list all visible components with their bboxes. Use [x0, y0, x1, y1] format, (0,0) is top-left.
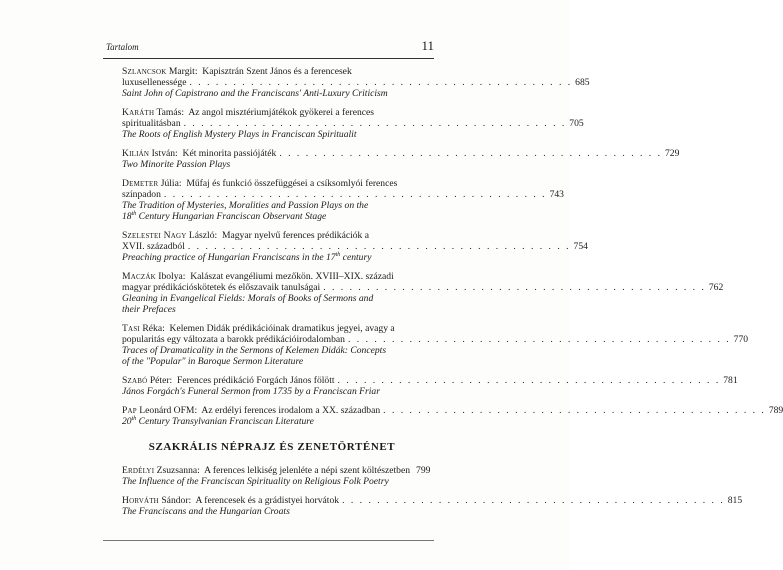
toc-entry [122, 405, 783, 427]
header-rule [103, 58, 434, 59]
toc-entry [122, 465, 431, 487]
entry-title-line [122, 282, 724, 293]
english-title: Two Minorite Passion Plays [122, 159, 231, 170]
entry-page-number: 781 [723, 375, 738, 386]
entry-title-line [122, 230, 422, 241]
entry-title: luxusellenessége [122, 77, 187, 88]
entry-title-line [122, 107, 422, 118]
entry-title-line [122, 241, 588, 252]
entry-title-line [122, 271, 422, 282]
leader-dots: . . . . . . . . . . . . . . . . . . . . . . . . . . . . . . . . . . . . . . . . . . . . [342, 495, 725, 506]
entry-title: Ferences prédikáció Forgách János fölött [177, 375, 335, 386]
entry-title: Két minorita passiójáték [182, 148, 277, 159]
english-title: 20th Century Transylvanian Franciscan Literature [122, 415, 314, 427]
english-title: János Forgách's Funeral Sermon from 1735 by a Franciscan Friar [122, 386, 380, 397]
author-last-name: Tasi [122, 323, 140, 334]
entry-title-line [122, 375, 738, 386]
entry-page-number: 799 [416, 465, 431, 476]
english-title: Traces of Dramaticality in the Sermons of Kelemen Didák: Concepts [122, 345, 387, 356]
toc-entry [122, 66, 590, 99]
leader-dots: . . . . . . . . . . . . . . . . . . . . . . . . . . . . . . . . . . . . . . . . . . . . [279, 148, 662, 159]
entry-title: Műfaj és funkció összefüggései a csíksomlyói ferences [186, 178, 398, 189]
leader-dots: . . . . . . . . . . . . . . . . . . . . . . . . . . . . . . . . . . . . . . . . . . . . [189, 77, 573, 88]
entry-title-line [122, 66, 422, 77]
leader-dots: . . . . . . . . . . . . . . . . . . . . . . . . . . . . . . . . . . . . . . . . . . . . [347, 334, 731, 345]
author-last-name: Horváth [122, 495, 159, 506]
entry-page-number: 789 [768, 405, 783, 416]
entry-title: A ferencesek és a grádistyei horvátok [195, 495, 340, 506]
toc-entry [122, 178, 564, 222]
entry-page-number: 685 [575, 77, 590, 88]
author-last-name: Szlancsok [122, 66, 167, 77]
entry-title: XVII. századból [122, 241, 185, 252]
english-title: Saint John of Capistrano and the Franciscans' Anti-Luxury Criticism [122, 88, 388, 99]
entry-title: Kapisztrán Szent János és a ferencesek [202, 66, 352, 77]
author-last-name: Szabó [122, 375, 148, 386]
author-last-name: Karáth [122, 107, 155, 118]
author-last-name: Pap [122, 405, 137, 416]
entry-title-line [122, 465, 431, 476]
author-first-name: Sándor: [161, 495, 192, 506]
entry-title-line [122, 495, 743, 506]
leader-dots: . . . . . . . . . . . . . . . . . . . . . . . . . . . . . . . . . . . . . . . . . . . . [163, 189, 547, 200]
toc-entry [122, 107, 584, 140]
author-first-name: Péter: [149, 375, 173, 386]
entry-title-line [122, 118, 584, 129]
author-last-name: Maczák [122, 271, 156, 282]
running-head [103, 40, 434, 56]
toc-entry [122, 375, 738, 397]
entry-page-number: 705 [569, 118, 584, 129]
author-first-name: László: [188, 230, 218, 241]
leader-dots: . . . . . . . . . . . . . . . . . . . . . . . . . . . . . . . . . . . . . . . . . . . . [187, 241, 571, 252]
entry-title: popularitás egy változata a barokk prédikációirodalomban [122, 334, 345, 345]
english-title: 18th Century Hungarian Franciscan Observant Stage [122, 210, 327, 222]
entry-title: Kalászat evangéliumi mezőkön. XVIII–XIX. századi [190, 271, 394, 282]
author-first-name: Margit: [168, 66, 198, 77]
english-title: their Prefaces [122, 304, 176, 315]
entry-title: Az erdélyi ferences irodalom a XX. században [201, 405, 381, 416]
english-title: The Tradition of Mysteries, Moralities and Passion Plays on the [122, 200, 369, 211]
entry-title: spiritualitásban [122, 118, 181, 129]
toc-entry [122, 230, 588, 263]
toc-entry [122, 271, 724, 315]
entry-title: Kelemen Didák prédikációinak dramatikus jegyei, avagy a [169, 323, 395, 334]
entry-page-number: 762 [708, 282, 724, 293]
entry-page-number: 754 [573, 241, 588, 252]
footer-rule [103, 540, 434, 541]
leader-dots: . . . . . . . . . . . . . . . . . . . . . . . . . . . . . . . . . . . . . . . . . . . . [323, 282, 706, 293]
author-last-name: Szelestei Nagy [122, 230, 187, 241]
entry-title: magyar prédikációskötetek és előszavaik tanulságai [122, 282, 321, 293]
leader-dots: . . . . . . . . . . . . . . . . . . . . . . . . . . . . . . . . . . . . . . . . . . . . [337, 375, 721, 386]
author-first-name: Réka: [142, 323, 165, 334]
section-heading: SZAKRÁLIS NÉPRAJZ ÉS ZENETÖRTÉNET [148, 441, 396, 453]
english-title: of the "Popular" in Baroque Sermon Literature [122, 356, 304, 367]
entry-title: Az angol misztériumjátékok gyökerei a ferences [188, 107, 375, 118]
author-last-name: Kilián [122, 148, 150, 159]
entry-title-line [122, 334, 749, 345]
entry-title-line [122, 323, 422, 334]
toc-entry [122, 323, 749, 367]
entry-title-line [122, 405, 783, 416]
entry-title: színpadon [122, 189, 161, 200]
leader-dots: . . . . . . . . . . . . . . . . . . . . . . . . . . . . . . . . . . . . . . . . . . . . [183, 118, 567, 129]
table-of-contents [122, 66, 783, 525]
english-title: The Franciscans and the Hungarian Croats [122, 506, 290, 517]
entry-title-line [122, 148, 680, 159]
author-first-name: István: [151, 148, 178, 159]
author-first-name: Zsuzsanna: [156, 465, 200, 476]
english-title: Gleaning in Evangelical Fields: Morals of Books of Sermons and [122, 293, 374, 304]
entry-title: Magyar nyelvű ferences prédikációk a [221, 230, 370, 241]
author-first-name: Leonárd OFM: [139, 405, 198, 416]
entry-page-number: 770 [733, 334, 749, 345]
entry-title: A ferences lelkiség jelenléte a népi szent költészetben [204, 465, 411, 476]
entry-page-number: 743 [549, 189, 564, 200]
toc-entry [122, 495, 743, 517]
entry-title-line [122, 77, 590, 88]
english-title: The Influence of the Franciscan Spirituality on Religious Folk Poetry [122, 476, 389, 487]
leader-dots: . . . . . . . . . . . . . . . . . . . . . . . . . . . . . . . . . . . . . . . . . . . . [383, 405, 766, 416]
english-title: The Roots of English Mystery Plays in Franciscan Spiritualit [122, 129, 357, 140]
entry-title-line [122, 189, 564, 200]
author-last-name: Demeter [122, 178, 159, 189]
english-title: Preaching practice of Hungarian Franciscans in the 17th century [122, 251, 372, 263]
entry-page-number: 729 [664, 148, 680, 159]
page-number: 11 [421, 38, 434, 53]
author-first-name: Júlia: [160, 178, 182, 189]
entry-title-line [122, 178, 422, 189]
author-first-name: Ibolya: [158, 271, 186, 282]
entry-page-number: 815 [727, 495, 743, 506]
author-last-name: Erdélyi [122, 465, 155, 476]
running-title: Tartalom [106, 42, 139, 52]
toc-entry [122, 148, 680, 170]
author-first-name: Tamás: [156, 107, 185, 118]
